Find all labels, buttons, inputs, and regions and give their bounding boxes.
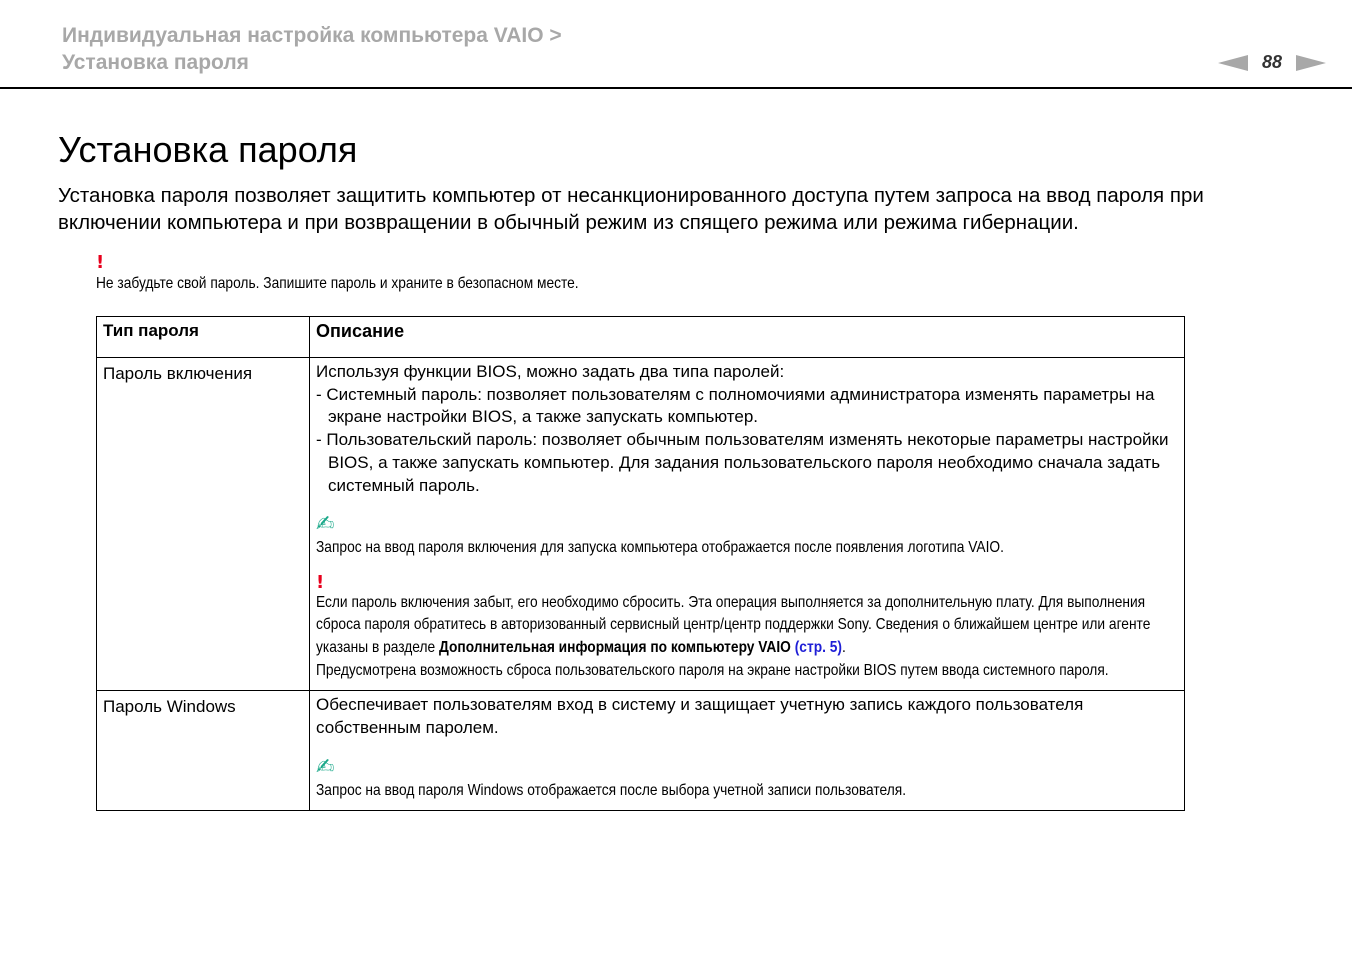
warning-icon: !	[316, 571, 325, 593]
next-page-arrow-icon[interactable]	[1296, 55, 1326, 71]
page-number: 88	[1262, 52, 1283, 72]
table-row	[97, 691, 1185, 811]
description-bullet-system: - Системный пароль: позволяет пользователям с полномочиями администратора изменять параметры на экране настройки BIOS, а также запускать компьютер.	[316, 384, 1155, 427]
warning-text	[316, 592, 1176, 660]
breadcrumb-parent: Индивидуальная настройка компьютера VAIO >	[62, 24, 562, 47]
note-pen-icon: ✍	[316, 754, 335, 780]
warning-text: Не забудьте свой пароль. Запишите пароль и храните в безопасном месте.	[96, 275, 579, 292]
prev-page-arrow-icon[interactable]	[1218, 55, 1248, 71]
note-text: Запрос на ввод пароля включения для запуска компьютера отображается после появления логотипа VAIO.	[316, 539, 1004, 557]
header-divider	[0, 87, 1352, 89]
row-description-windows	[310, 691, 1185, 811]
warning-icon: !	[96, 252, 105, 273]
description-bullet-user: - Пользовательский пароль: позволяет обычным пользователям изменять некоторые параметры настройки BIOS, а также запускать компьютер. Для задания пользовательского пароля необходимо сначала задать системный пароль.	[316, 430, 1169, 495]
column-header-description: Описание	[310, 317, 1185, 358]
warning-block	[96, 254, 657, 295]
table-row	[97, 358, 1185, 691]
row-description-power-on	[310, 358, 1185, 691]
intro-paragraph: Установка пароля позволяет защитить компьютер от несанкционированного доступа путем запроса на ввод пароля при включении компьютера и при возвращении в обычный режим из спящего режима или режима гибернации.	[58, 184, 1204, 234]
pager	[1218, 52, 1326, 73]
warning-section-ref: Дополнительная информация по компьютеру VAIO	[439, 639, 791, 656]
breadcrumb-current: Установка пароля	[62, 51, 249, 74]
table-header-row	[97, 317, 1185, 358]
password-table	[96, 316, 1185, 811]
warning-text-end: .	[841, 639, 846, 656]
description-text: Обеспечивает пользователям вход в систему и защищает учетную запись каждого пользователя собственным паролем.	[316, 695, 1084, 737]
row-type-power-on: Пароль включения	[97, 358, 310, 691]
note-text: Запрос на ввод пароля Windows отображается после выбора учетной записи пользователя.	[316, 781, 907, 799]
warning-text-reset: Предусмотрена возможность сброса пользовательского пароля на экране настройки BIOS путем ввода системного пароля.	[316, 661, 1109, 679]
row-type-windows: Пароль Windows	[97, 691, 310, 811]
note-pen-icon: ✍	[316, 512, 335, 538]
warning-text-main: Если пароль включения забыт, его необходимо сбросить. Эта операция выполняется за дополнительную плату. Для выполнения сброса пароля обратитесь в авторизованный сервисный центр/центр поддержки Sony. Сведения о ближайшем центре или агенте указаны в разделе	[316, 593, 1151, 656]
column-header-type: Тип пароля	[97, 317, 310, 358]
page-reference-link[interactable]: (стр. 5)	[794, 639, 842, 656]
description-lead: Используя функции BIOS, можно задать два типа паролей:	[316, 362, 785, 381]
page-header	[62, 22, 1302, 76]
page-title: Установка пароля	[58, 129, 358, 170]
